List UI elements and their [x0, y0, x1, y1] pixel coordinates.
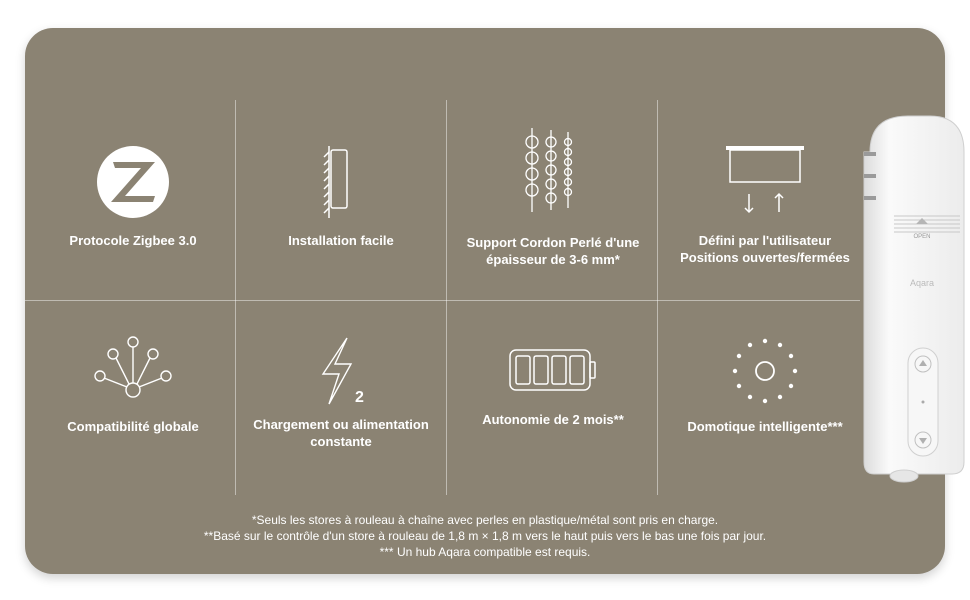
wall-mount-icon	[311, 144, 371, 220]
footnotes	[0, 512, 970, 560]
feature-compatibility	[28, 336, 238, 435]
feature-zigbee	[28, 144, 238, 249]
brand-logo: Aqara	[909, 278, 935, 288]
footnote: **Basé sur le contrôle d'un store à rouleau de 1,8 m × 1,8 m vers le haut puis vers le bas une fois par jour.	[203, 529, 767, 543]
feature-installation	[236, 144, 446, 249]
blind-positions-icon	[720, 144, 810, 220]
open-label: OPEN	[913, 234, 931, 240]
zigbee-logo-icon	[95, 144, 171, 220]
feature-panel	[25, 28, 945, 574]
footnote: *Seuls les stores à rouleau à chaîne avec perles en plastique/métal sont pris en charge.	[251, 513, 719, 527]
smart-home-icon	[725, 336, 805, 406]
feature-label: Installation facile	[288, 233, 394, 248]
feature-label: Chargement ou alimentation constante	[253, 417, 429, 449]
feature-label: Autonomie de 2 mois**	[482, 412, 624, 427]
feature-positions	[660, 144, 870, 266]
feature-label: Support Cordon Perlé d'une épaisseur de 3-6 mm*	[466, 235, 640, 267]
footnote: *** Un hub Aqara compatible est requis.	[379, 545, 591, 559]
network-icon	[88, 336, 178, 400]
feature-label: Protocole Zigbee 3.0	[69, 233, 197, 248]
divider	[25, 300, 860, 301]
battery-icon	[508, 346, 598, 394]
blind-motor-device	[860, 112, 968, 484]
device-illustration	[860, 112, 968, 484]
feature-battery	[448, 346, 658, 428]
feature-charging	[236, 336, 446, 450]
lightning-charge-icon	[311, 336, 371, 410]
stop-dot-icon	[922, 401, 925, 404]
svg-text:2: 2	[355, 389, 364, 406]
beaded-cord-icon	[518, 128, 588, 212]
feature-label: Compatibilité globale	[67, 419, 199, 434]
feature-label: Domotique intelligente***	[687, 419, 843, 434]
feature-label: Défini par l'utilisateur Positions ouvertes/fermées	[680, 233, 850, 265]
feature-smart-home	[660, 336, 870, 435]
feature-beaded-cord	[448, 128, 658, 268]
divider	[446, 100, 447, 495]
